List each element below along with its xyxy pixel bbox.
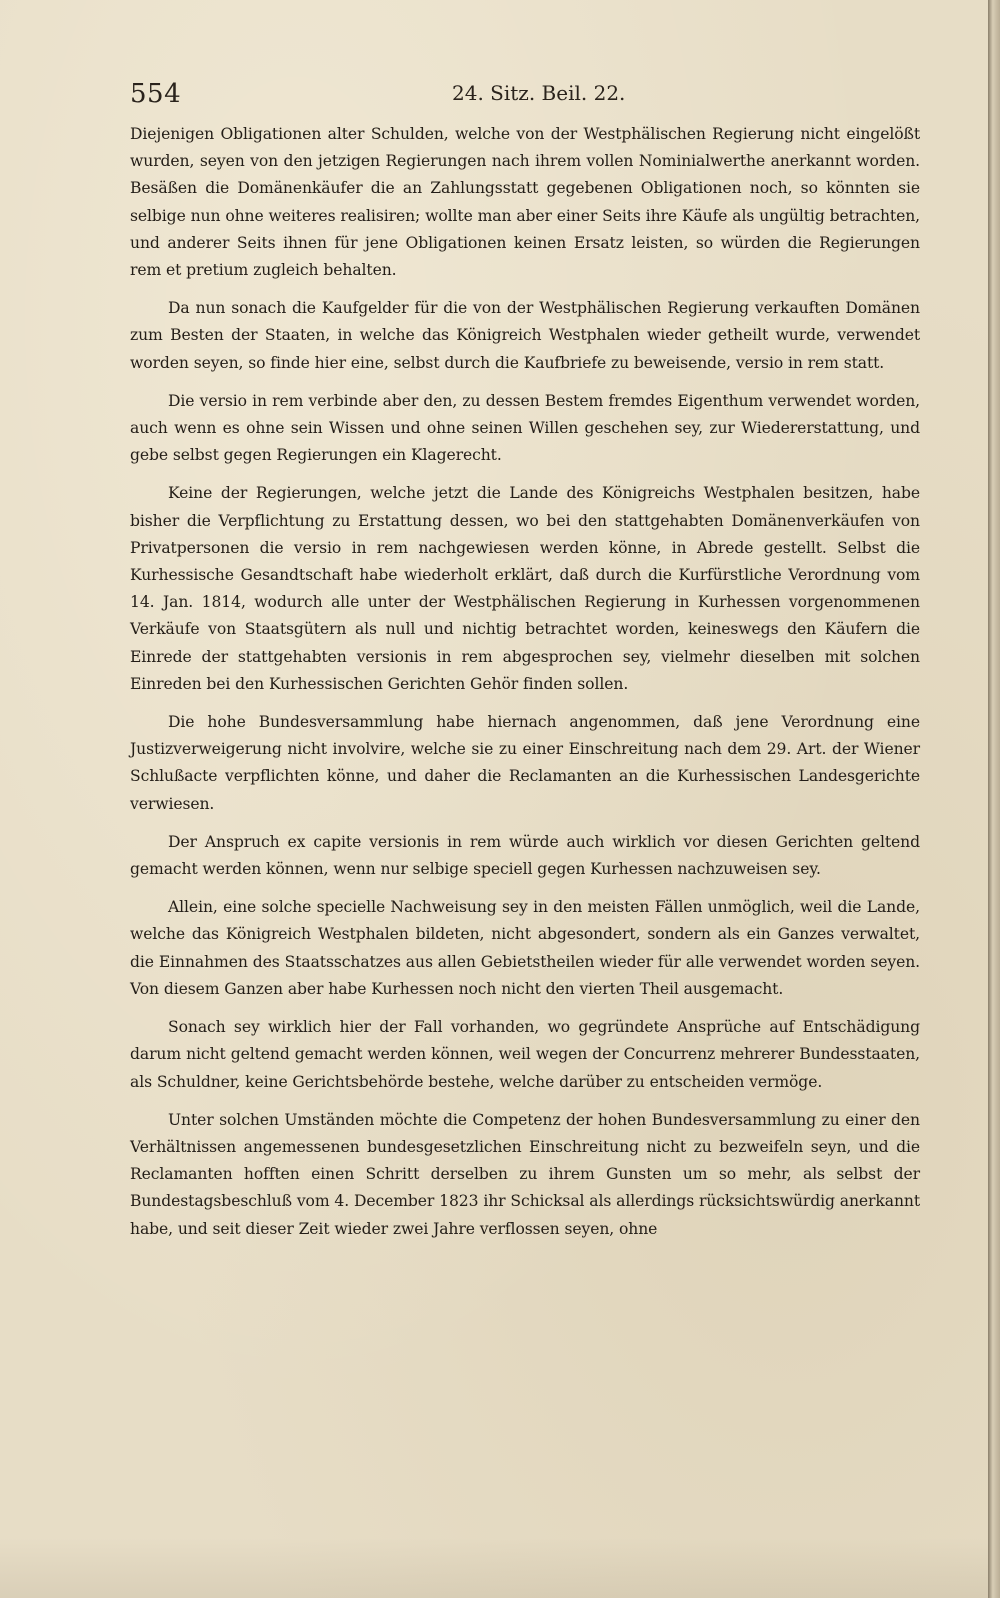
- paragraph: Keine der Regierungen, welche jetzt die Lande des Königreichs Westphalen besitzen, habe bisher die Verpflichtung zu Erstattung dessen, wo bei den stattgehabten Domänenverkäufen von Privatpersonen die versio in rem nachgewiesen werden könne, in Abrede gestellt. Selbst die Kurhessische Gesandtschaft habe wiederholt erklärt, daß durch die Kurfürstliche Verordnung vom 14. Jan. 1814, wodurch alle unter der Westphälischen Regierung in Kurhessen vorgenommenen Verkäufe von Staatsgütern als null und nichtig betrachtet worden, keineswegs den Käufern die Einrede der stattgehabten versionis in rem abgesprochen sey, vielmehr dieselben mit solchen Einreden bei den Kurhessischen Gerichten Gehör finden sollen.: [130, 484, 920, 693]
- page-edge: [988, 0, 1000, 1598]
- paragraph: Diejenigen Obligationen alter Schulden, welche von der Westphälischen Regierung nicht eingelößt wurden, seyen von den jetzigen Regierungen nach ihrem vollen Nominialwerthe anerkannt worden. Besäßen die Domänenkäufer die an Zahlungsstatt gegebenen Obligationen noch, so könnten sie selbige nun ohne weiteres realisiren; wollte man aber einer Seits ihre Käufe als ungültig betrachten, und anderer Seits ihnen für jene Obligationen keinen Ersatz leisten, so würden die Regierungen rem et pretium zugleich behalten.: [130, 125, 920, 280]
- page-body: [130, 121, 920, 1254]
- paragraph: Die versio in rem verbinde aber den, zu dessen Bestem fremdes Eigenthum verwendet worden, auch wenn es ohne sein Wissen und ohne seinen Willen geschehen sey, zur Wiedererstattung, und gebe selbst gegen Regierungen ein Klagerecht.: [130, 391, 920, 465]
- paragraph: Sonach sey wirklich hier der Fall vorhanden, wo gegründete Ansprüche auf Entschädigung darum nicht geltend gemacht werden können, weil wegen der Concurrenz mehrerer Bundesstaaten, als Schuldner, keine Gerichtsbehörde bestehe, welche darüber zu entscheiden vermöge.: [130, 1018, 920, 1091]
- paragraph: Die hohe Bundesversammlung habe hiernach angenommen, daß jene Verordnung eine Justizverweigerung nicht involvire, welche sie zu einer Einschreitung nach dem 29. Art. der Wiener Schlußacte verpflichten könne, und daher die Reclamanten an die Kurhessischen Landesgerichte verwiesen.: [130, 713, 920, 813]
- page-header: [130, 79, 920, 119]
- paragraph: Da nun sonach die Kaufgelder für die von der Westphälischen Regierung verkauften Domänen zum Besten der Staaten, in welche das Königreich Westphalen wieder getheilt wurde, verwendet worden seyen, so finde hier eine, selbst durch die Kaufbriefe zu beweisende, versio in rem statt.: [130, 299, 920, 372]
- paragraph: Unter solchen Umständen möchte die Competenz der hohen Bundesversammlung zu einer den Verhältnissen angemessenen bundesgesetzlichen Einschreitung nicht zu bezweifeln seyn, und die Reclamanten hofften einen Schritt derselben zu ihrem Gunsten um so mehr, als selbst der Bundestagsbeschluß vom 4. December 1823 ihr Schicksal als allerdings rücksichtswürdig anerkannt habe, und seit dieser Zeit wieder zwei Jahre verflossen seyen, ohne: [130, 1110, 920, 1238]
- page-number: 554: [130, 79, 182, 109]
- page-bottom-shade: [0, 1538, 988, 1598]
- paragraph: Der Anspruch ex capite versionis in rem würde auch wirklich vor diesen Gerichten geltend gemacht werden können, wenn nur selbige speciell gegen Kurhessen nachzuweisen sey.: [130, 832, 920, 879]
- running-head: 24. Sitz. Beil. 22.: [452, 81, 626, 105]
- paragraph: Allein, eine solche specielle Nachweisung sey in den meisten Fällen unmöglich, weil die Lande, welche das Königreich Westphalen bildeten, nicht abgesondert, sondern als ein Ganzes verwaltet, die Einnahmen des Staatsschatzes aus allen Gebietstheilen wieder für alle verwendet worden seyen. Von diesem Ganzen aber habe Kurhessen noch nicht den vierten Theil ausgemacht.: [130, 898, 920, 998]
